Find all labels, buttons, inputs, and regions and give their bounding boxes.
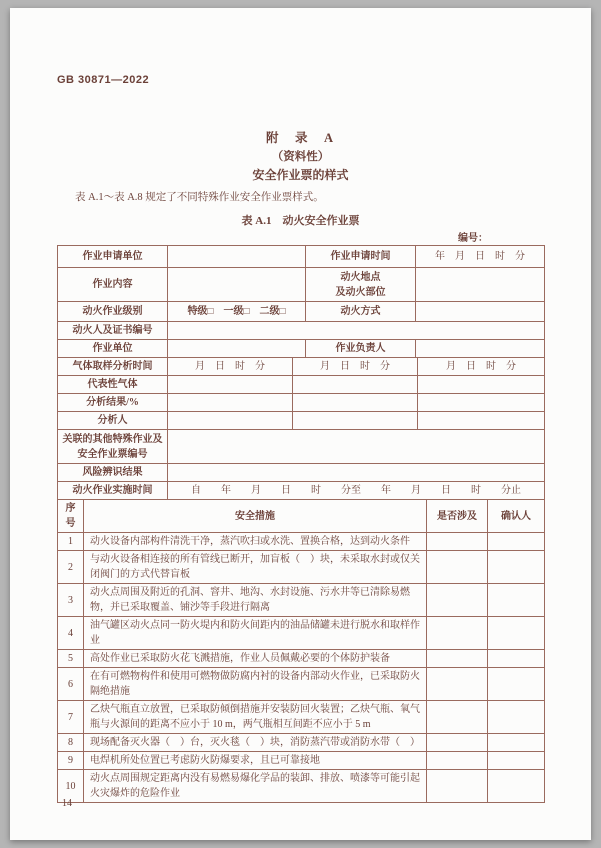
measure-seq: 1 [58, 533, 84, 550]
label-hotwork-method: 动火方式 [306, 302, 416, 321]
label-apply-time: 作业申请时间 [306, 246, 416, 267]
measure-seq: 5 [58, 650, 84, 667]
row-analyst [58, 412, 544, 430]
value-implementation-time: 自 年 月 日 时 分至 年 月 日 时 分止 [191, 485, 521, 496]
measure-row [58, 734, 544, 752]
measure-involved-cell [427, 650, 488, 667]
row-implementation-time [58, 482, 544, 500]
label-related-permits-line1: 关联的其他特殊作业及 [62, 433, 163, 445]
measure-text: 电焊机所处位置已考虑防火防爆要求，且已可靠接地 [84, 752, 427, 769]
row-gas-sample-time [58, 358, 544, 376]
hot-work-permit-table [57, 245, 545, 803]
gas-sample-time-2: 月 日 时 分 [293, 358, 418, 375]
measure-confirm-cell [488, 701, 544, 733]
measure-confirm-cell [488, 734, 544, 751]
measure-text: 动火设备内部构件清洗干净，蒸汽吹扫或水洗、置换合格，达到动火条件 [84, 533, 427, 550]
measure-text: 高处作业已采取防火花飞溅措施，作业人员佩戴必要的个体防护装备 [84, 650, 427, 667]
appendix-subtitle: 安全作业票的样式 [252, 168, 349, 182]
value-hotwork-method [416, 302, 544, 321]
measure-seq: 4 [58, 617, 84, 649]
header-confirm: 确认人 [501, 510, 531, 522]
label-related-permits-line2: 安全作业票编号 [77, 448, 148, 460]
measure-row [58, 770, 544, 802]
value-apply-unit [168, 246, 306, 267]
measure-row [58, 701, 544, 734]
gas-sample-time-3: 月 日 时 分 [446, 361, 516, 372]
page-number: 14 [62, 798, 72, 809]
value-related-permits [168, 430, 544, 463]
measure-text: 油气罐区动火点同一防火堤内和防火间距内的油品储罐未进行脱水和取样作业 [84, 617, 427, 649]
label-apply-unit: 作业申请单位 [58, 246, 168, 267]
intro-paragraph: 表 A.1～表 A.8 规定了不同特殊作业安全作业票样式。 [75, 192, 324, 203]
row-hotwork-level [58, 302, 544, 322]
row-apply-unit [58, 246, 544, 268]
representative-gas-2 [293, 376, 418, 393]
label-hotwork-location-line1: 动火地点 [340, 271, 381, 283]
appendix-title: 附 录 A [265, 131, 336, 145]
analyst-1 [168, 412, 293, 429]
label-hotwork-location [306, 268, 416, 301]
measure-involved-cell [427, 584, 488, 616]
measure-involved-cell [427, 734, 488, 751]
appendix-type: （资料性） [271, 151, 330, 163]
measure-involved-cell [427, 752, 488, 769]
measure-row [58, 617, 544, 650]
label-work-content: 作业内容 [58, 268, 168, 301]
measure-confirm-cell [488, 770, 544, 802]
measure-seq: 10 [58, 770, 84, 802]
measure-confirm-cell [488, 650, 544, 667]
row-operator-certificate [58, 322, 544, 340]
measure-text: 动火点周围及附近的孔洞、窨井、地沟、水封设施、污水井等已清除易燃物，并已采取覆盖、铺沙等手段进行隔离 [84, 584, 427, 616]
measure-seq: 8 [58, 734, 84, 751]
analyst-3 [418, 412, 544, 429]
measure-row [58, 533, 544, 551]
measure-seq: 6 [58, 668, 84, 700]
label-work-unit: 作业单位 [58, 340, 168, 357]
row-work-unit [58, 340, 544, 358]
measure-confirm-cell [488, 551, 544, 583]
header-measure: 安全措施 [84, 500, 427, 532]
label-hotwork-level: 动火作业级别 [58, 302, 168, 321]
measure-confirm-cell [488, 668, 544, 700]
measure-row [58, 650, 544, 668]
measure-text: 动火点周围规定距离内没有易燃易爆化学品的装卸、排放、喷漆等可能引起火灾爆炸的危险作业 [84, 770, 427, 802]
measure-seq: 9 [58, 752, 84, 769]
label-operator-certificate: 动火人及证书编号 [58, 322, 168, 339]
label-hotwork-location-line2: 及动火部位 [335, 286, 386, 298]
value-work-content [168, 268, 306, 301]
measure-involved-cell [427, 533, 488, 550]
header-involved: 是否涉及 [427, 500, 488, 532]
analysis-result-1 [168, 394, 293, 411]
row-analysis-result [58, 394, 544, 412]
value-apply-time: 年 月 日 时 分 [435, 251, 525, 262]
measure-seq: 3 [58, 584, 84, 616]
document-page [10, 8, 591, 840]
measure-confirm-cell [488, 533, 544, 550]
row-risk-identification [58, 464, 544, 482]
hotwork-level-checkboxes: 特级□ 一级□ 二级□ [168, 302, 306, 321]
measure-seq: 7 [58, 701, 84, 733]
analysis-result-3 [418, 394, 544, 411]
standard-number: GB 30871—2022 [57, 74, 150, 86]
measure-confirm-cell [488, 584, 544, 616]
measure-text: 在有可燃物构件和使用可燃物做防腐内衬的设备内部动火作业，已采取防火隔绝措施 [84, 668, 427, 700]
gas-sample-time-1: 月 日 时 分 [168, 358, 293, 375]
label-implementation-time: 动火作业实施时间 [58, 482, 168, 499]
measure-involved-cell [427, 770, 488, 802]
header-seq: 序号 [58, 500, 84, 532]
row-related-permits [58, 430, 544, 464]
value-operator-certificate [168, 322, 544, 339]
measure-row [58, 752, 544, 770]
measure-involved-cell [427, 617, 488, 649]
measure-confirm-cell [488, 617, 544, 649]
measure-text: 乙炔气瓶直立放置，已采取防倾倒措施并安装防回火装置；乙炔气瓶、氧气瓶与火源间的距离不应小于 10 m，两气瓶相互间距不应小于 5 m [84, 701, 427, 733]
analysis-result-2 [293, 394, 418, 411]
representative-gas-1 [168, 376, 293, 393]
row-measures-header [58, 500, 544, 533]
measure-involved-cell [427, 668, 488, 700]
representative-gas-3 [418, 376, 544, 393]
measure-involved-cell [427, 551, 488, 583]
measure-confirm-cell [488, 752, 544, 769]
label-risk-identification: 风险辨识结果 [58, 464, 168, 481]
measure-text: 与动火设备相连接的所有管线已断开，加盲板（ ）块，未采取水封或仅关闭阀门的方式代替盲板 [84, 551, 427, 583]
value-work-unit [168, 340, 306, 357]
row-representative-gas [58, 376, 544, 394]
label-analysis-result: 分析结果/% [58, 394, 168, 411]
measure-seq: 2 [58, 551, 84, 583]
value-work-leader [416, 340, 544, 357]
serial-number-label: 编号： [458, 233, 488, 244]
table-caption: 表 A.1 动火安全作业票 [241, 215, 360, 227]
measure-row [58, 668, 544, 701]
measure-text: 现场配备灭火器（ ）台，灭火毯（ ）块，消防蒸汽带或消防水带（ ） [84, 734, 427, 751]
analyst-2 [293, 412, 418, 429]
label-gas-sample-time: 气体取样分析时间 [58, 358, 168, 375]
value-hotwork-location [416, 268, 544, 301]
label-analyst: 分析人 [58, 412, 168, 429]
measure-involved-cell [427, 701, 488, 733]
label-work-leader: 作业负责人 [306, 340, 416, 357]
row-work-content [58, 268, 544, 302]
label-representative-gas: 代表性气体 [58, 376, 168, 393]
value-risk-identification [168, 464, 544, 481]
measure-row [58, 584, 544, 617]
label-related-permits [58, 430, 168, 463]
measure-row [58, 551, 544, 584]
